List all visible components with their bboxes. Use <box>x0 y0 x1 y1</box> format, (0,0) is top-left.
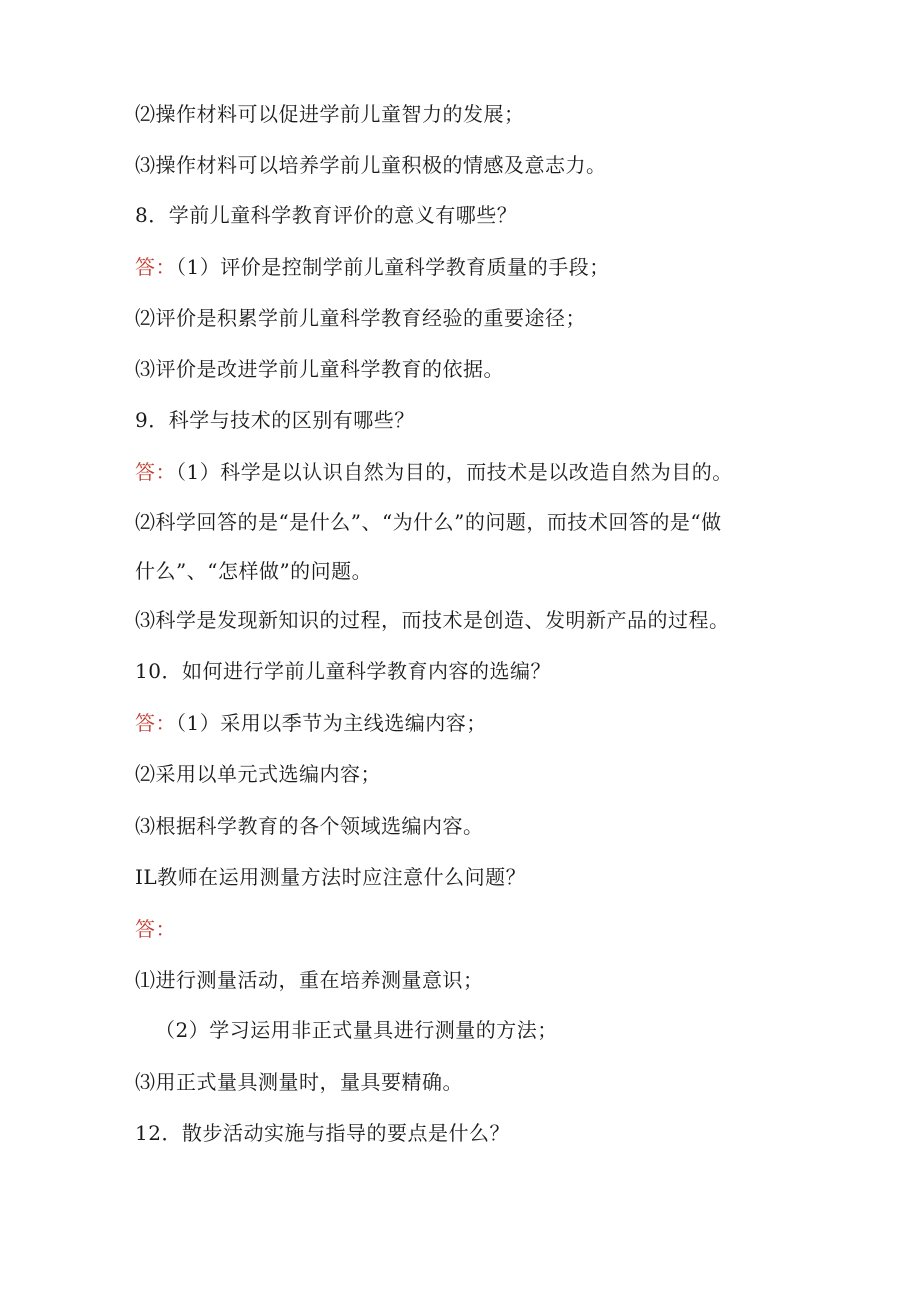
text-line <box>135 915 860 943</box>
text-line <box>135 606 860 634</box>
text-line <box>135 557 860 585</box>
text-line <box>135 1068 860 1096</box>
question-heading <box>135 863 860 891</box>
question-heading <box>135 1119 860 1147</box>
text-line <box>135 709 860 737</box>
answer-label: 答： <box>135 460 176 484</box>
line-text: ⑶科学是发现新知识的过程，而技术是创造、发明新产品的过程。 <box>135 608 730 632</box>
text-line <box>135 458 860 486</box>
line-text: ⑴进行测量活动，重在培养测量意识； <box>135 968 484 992</box>
line-text: （1）科学是以认识自然为目的，而技术是以改造自然为目的。 <box>176 460 733 484</box>
text-line <box>135 508 860 536</box>
line-text: ⑵采用以单元式选编内容； <box>135 762 381 786</box>
line-text: IL教师在运用测量方法时应注意什么问题？ <box>135 865 527 889</box>
question-heading <box>135 201 860 229</box>
line-text: 8．学前儿童科学教育评价的意义有哪些？ <box>135 203 518 227</box>
question-heading <box>135 657 860 685</box>
line-text: ⑶评价是改进学前儿童科学教育的依据。 <box>135 357 504 381</box>
line-text: ⑶用正式量具测量时，量具要精确。 <box>135 1070 463 1094</box>
line-text: ⑵评价是积累学前儿童科学教育经验的重要途径； <box>135 306 586 330</box>
line-text: ⑵科学回答的是“是什么”、“为什么”的问题，而技术回答的是“做 <box>135 510 722 534</box>
line-text: （1）采用以季节为主线选编内容； <box>176 711 487 735</box>
line-text: 10．如何进行学前儿童科学教育内容的选编？ <box>135 659 551 683</box>
text-line <box>135 253 860 281</box>
line-text: ⑶根据科学教育的各个领域选编内容。 <box>135 814 484 838</box>
text-line <box>135 151 860 179</box>
line-text: ⑶操作材料可以培养学前儿童积极的情感及意志力。 <box>135 153 607 177</box>
line-text: 9．科学与技术的区别有哪些？ <box>135 408 415 432</box>
line-text: （1）评价是控制学前儿童科学教育质量的手段； <box>176 255 610 279</box>
text-line <box>135 760 860 788</box>
line-text: 12．散步活动实施与指导的要点是什么？ <box>135 1121 510 1145</box>
text-line <box>135 812 860 840</box>
line-text: ⑵操作材料可以促进学前儿童智力的发展； <box>135 102 525 126</box>
text-line <box>135 100 860 128</box>
answer-label: 答： <box>135 255 176 279</box>
answer-label: 答： <box>135 917 176 941</box>
question-heading <box>135 406 860 434</box>
answer-label: 答： <box>135 711 176 735</box>
line-text: 什么”、“怎样做”的问题。 <box>135 559 373 583</box>
line-text: （2）学习运用非正式量具进行测量的方法； <box>155 1018 558 1042</box>
text-line <box>155 1016 860 1044</box>
text-line <box>135 966 860 994</box>
text-line <box>135 304 860 332</box>
text-line <box>135 355 860 383</box>
